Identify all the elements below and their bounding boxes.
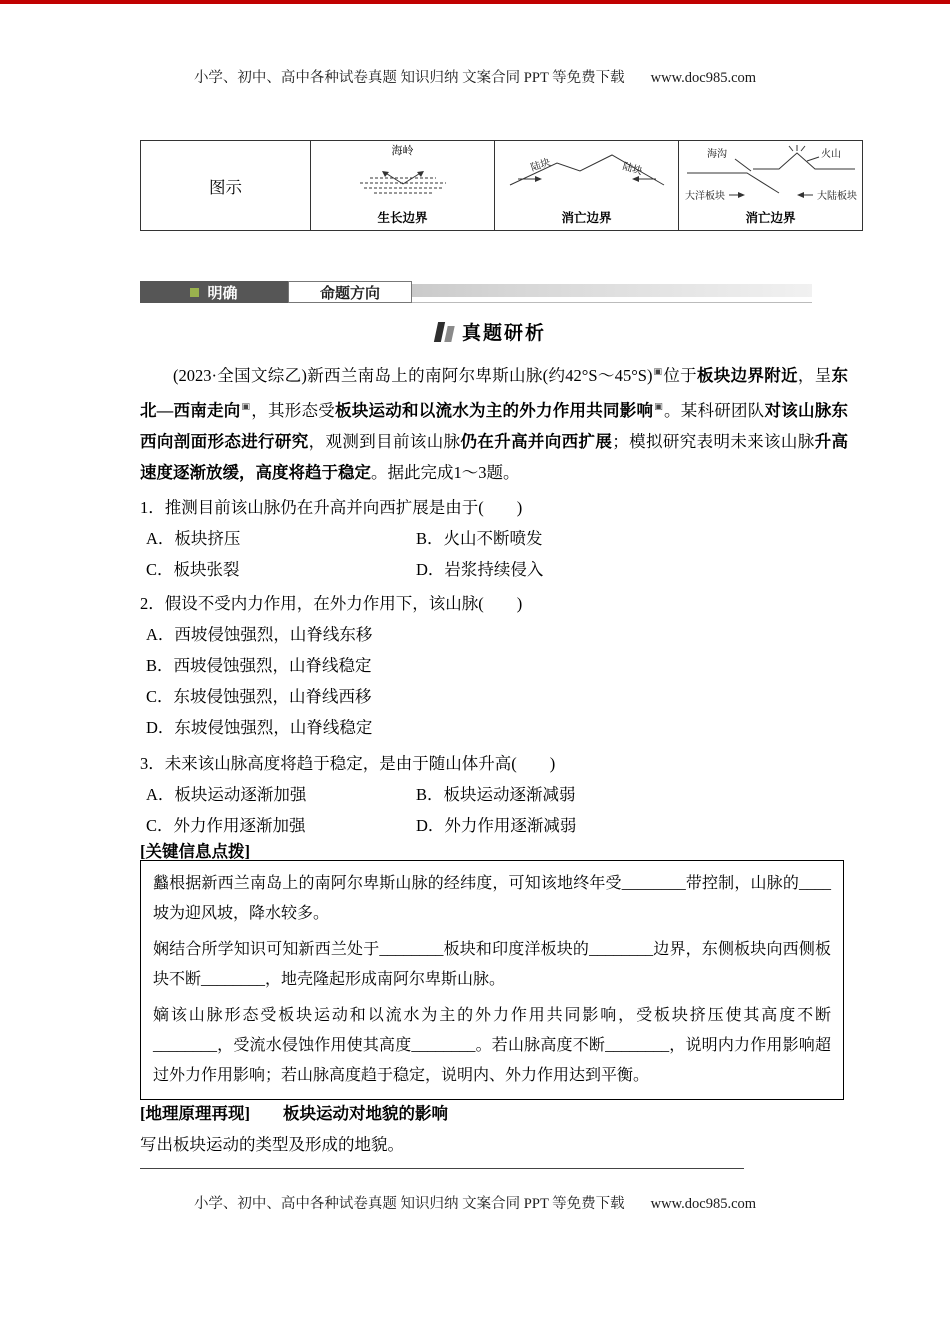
- question-1-stem: 1．推测目前该山脉仍在升高并向西扩展是由于( ): [140, 498, 523, 517]
- right-block-label: 陆块: [620, 161, 643, 178]
- promo-text-footer: 小学、初中、高中各种试卷真题 知识归纳 文案合同 PPT 等免费下载: [193, 1196, 625, 1212]
- key-info-box: [140, 860, 844, 1100]
- option-3d: D．外力作用逐渐减弱: [416, 816, 577, 835]
- question-1-options: [140, 523, 848, 585]
- sea-ridge-diagram: [338, 168, 468, 200]
- option-2d: D．东坡侵蚀强烈，山脊线稳定: [146, 718, 373, 737]
- tab-mingti-fangxiang[interactable]: 命题方向: [288, 281, 412, 303]
- question-3: [140, 748, 848, 841]
- answer-blank-line: [140, 1168, 744, 1169]
- trench-label: 海沟: [706, 149, 727, 160]
- topic-heading: [140, 318, 842, 345]
- option-1c: C．板块张裂: [146, 560, 240, 579]
- promo-text: 小学、初中、高中各种试卷真题 知识归纳 文案合同 PPT 等免费下载: [193, 70, 625, 86]
- key-info-item-2: 娴结合所学知识可知新西兰处于________板块和印度洋板块的________边界，东侧板块向西侧板块不断________，地壳隆起形成南阿尔卑斯山脉。: [153, 941, 831, 988]
- top-red-divider: [0, 0, 950, 4]
- question-2-options: [140, 619, 848, 743]
- question-intro-paragraph: (2023·全国文综乙)新西兰南岛上的南阿尔卑斯山脉(约42°S～45°S)▣位于板块边界附近，呈东北—西南走向▣，其形态受板块运动和以流水为主的外力作用共同影响▣。某科研团队对该山脉东西向剖面形态进行研究，观测到目前该山脉仍在升高并向西扩展；模拟研究表明未来该山脉升高速度逐渐放缓，高度将趋于稳定。据此完成1～3题。: [140, 366, 849, 482]
- option-3b: B．板块运动逐渐减弱: [416, 785, 576, 804]
- option-3a: A．板块运动逐渐加强: [146, 785, 307, 804]
- option-2a: A．西坡侵蚀强烈，山脊线东移: [146, 625, 373, 644]
- diagram-cell-collision: [495, 141, 679, 231]
- option-2c: C．东坡侵蚀强烈，山脊线西移: [146, 687, 372, 706]
- principle-heading: [140, 1100, 848, 1124]
- tab-mingque-label: 明确: [207, 285, 238, 302]
- oceanic-plate-label: 大洋板块: [684, 191, 725, 202]
- tab-square-icon: [190, 288, 199, 297]
- key-info-item-1: 蠽根据新西兰南岛上的南阿尔卑斯山脉的经纬度，可知该地终年受________带控制，山脉的____坡为迎风坡，降水较多。: [153, 875, 831, 922]
- plate-boundary-table: [140, 140, 863, 231]
- principle-title: [地理原理再现]: [140, 1104, 250, 1123]
- principle-prompt: 写出板块运动的类型及形成的地貌。: [140, 1135, 404, 1154]
- row-header-diagram: 图示: [141, 141, 311, 231]
- site-link-footer[interactable]: www.doc985.com: [650, 1196, 757, 1212]
- growth-boundary-caption: 生长边界: [377, 211, 428, 225]
- ridge-label: 海岭: [391, 145, 414, 157]
- collision-diagram: [502, 145, 672, 191]
- volcano-label: 火山: [820, 149, 841, 160]
- convergent-boundary-caption: 消亡边界: [561, 211, 612, 225]
- tab-mingque[interactable]: [140, 281, 288, 303]
- table-row: [141, 141, 863, 231]
- option-2b: B．西坡侵蚀强烈，山脊线稳定: [146, 656, 372, 675]
- question-2-stem: 2．假设不受内力作用，在外力作用下，该山脉( ): [140, 594, 523, 613]
- option-1d: D．岩浆持续侵入: [416, 560, 544, 579]
- page-footer: [0, 1192, 950, 1213]
- key-info-item-3: 嫡该山脉形态受板块运动和以流水为主的外力作用共同影响，受板块挤压使其高度不断________，受流水侵蚀作用使其高度________。若山脉高度不断________，说明内力作用影响超过外力作用影响；若山脉高度趋于稳定，说明内、外力作用达到平衡。: [153, 1007, 831, 1084]
- diagram-cell-ridge: [311, 141, 495, 231]
- section-bar: [140, 281, 812, 303]
- question-3-options: [140, 779, 848, 841]
- subduction-boundary-caption: 消亡边界: [745, 211, 796, 225]
- site-link[interactable]: www.doc985.com: [650, 70, 757, 86]
- continental-plate-label: 大陆板块: [816, 191, 857, 202]
- diagram-cell-subduction: [679, 141, 863, 231]
- page-header: [0, 66, 950, 87]
- option-1b: B．火山不断喷发: [416, 529, 543, 548]
- question-3-stem: 3．未来该山脉高度将趋于稳定，是由于随山体升高( ): [140, 754, 556, 773]
- subduction-diagram: [683, 145, 859, 203]
- question-2: [140, 588, 848, 743]
- left-block-label: 陆块: [529, 157, 552, 174]
- principle-subtitle: 板块运动对地貌的影响: [283, 1104, 448, 1123]
- topic-title: 真题研析: [461, 323, 546, 344]
- book-bars-icon: [436, 322, 453, 342]
- option-1a: A．板块挤压: [146, 529, 241, 548]
- question-1: [140, 492, 848, 585]
- key-info-title: [关键信息点拨]: [140, 842, 250, 861]
- option-3c: C．外力作用逐渐加强: [146, 816, 306, 835]
